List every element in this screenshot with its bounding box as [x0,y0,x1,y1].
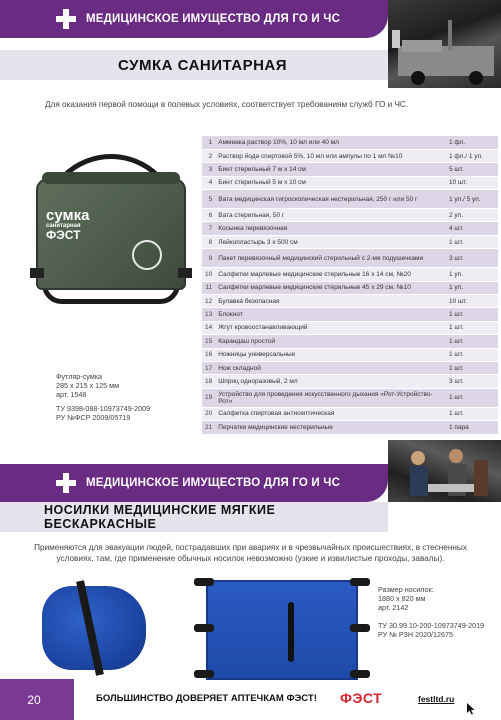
table-row [202,321,498,334]
handle-icon [194,670,214,678]
cursor-icon [466,703,476,715]
item-name: Бинт стерильный 5 м х 10 см [215,176,446,189]
rescue-vehicle-photo [388,0,501,88]
table-row [202,268,498,281]
item-quantity: 1 уп./ 5 уп. [446,190,498,209]
item-name: Салфетки марлевые медицинские стерильные 16 х 14 см, №20 [215,268,446,281]
item-name: Шприц одноразовый, 2 мл [215,375,446,388]
brand-logo: ФЭСТ [340,690,383,706]
item-quantity: 10 шт. [446,176,498,189]
item-name: Ножницы универсальные [215,348,446,361]
table-row [202,176,498,189]
item-quantity: 1 фл./ 1 уп. [446,149,498,162]
item-quantity: 4 шт. [446,222,498,235]
item-number: 20 [202,407,215,420]
item-number: 9 [202,249,215,268]
table-row [202,163,498,176]
table-row [202,136,498,149]
table-row [202,235,498,248]
stretcher-info [378,585,484,639]
section-banner-top [0,0,388,38]
title-bar [0,502,388,532]
plus-icon [56,473,76,493]
info-line: 285 x 215 x 125 мм [56,381,120,390]
description [0,542,501,564]
bag-print [46,208,124,248]
rescuers-photo [388,440,501,502]
table-row [202,407,498,420]
handle-icon [194,624,214,632]
handle-icon [350,670,370,678]
table-row [202,222,498,235]
item-name: Жгут кровоостанавливающий [215,321,446,334]
item-number: 14 [202,321,215,334]
contents-table [202,136,498,435]
item-number: 1 [202,136,215,149]
item-number: 13 [202,308,215,321]
table-row [202,348,498,361]
footer [0,679,501,720]
item-number: 11 [202,281,215,294]
table-row [202,308,498,321]
item-name: Вата медицинская гигроскопическая нестерильная, 250 г или 50 г [215,190,446,209]
item-number: 4 [202,176,215,189]
description: Для оказания первой помощи в полевых условиях, соответствует требованиям служб ГО и ЧС. [45,100,409,109]
table-row [202,149,498,162]
title-bar [0,50,388,80]
info-line: Размер носилок: [378,585,434,594]
item-number: 15 [202,335,215,348]
item-number: 2 [202,149,215,162]
item-number: 19 [202,388,215,407]
item-name: Блокнот [215,308,446,321]
item-number: 10 [202,268,215,281]
slogan: БОЛЬШИНСТВО ДОВЕРЯЕТ АПТЕЧКАМ ФЭСТ! [96,693,317,704]
sanitary-bag-image [28,150,196,308]
table-row [202,375,498,388]
item-quantity: 3 шт. [446,375,498,388]
table-row [202,388,498,407]
item-quantity: 2 уп. [446,209,498,222]
table-row [202,295,498,308]
item-name: Салфетка спиртовая антисептическая [215,407,446,420]
item-quantity: 1 уп. [446,268,498,281]
table-row [202,209,498,222]
handle-icon [194,578,214,586]
handle-icon [350,624,370,632]
item-quantity: 1 шт. [446,388,498,407]
stretcher-open-image [194,572,370,688]
info-line: РУ № РЗН 2020/12675 [378,630,454,639]
item-quantity: 3 шт. [446,249,498,268]
stretcher-belt [288,602,294,662]
item-quantity: 1 шт. [446,361,498,374]
buckle-icon [30,268,44,278]
rescue-logo-icon [132,240,162,270]
info-line: ТУ 9398-088-10973749-2009 [56,404,151,413]
table-row [202,249,498,268]
buckle-icon [178,268,192,278]
item-number: 21 [202,421,215,434]
section-banner-bottom [0,464,388,502]
item-quantity: 10 шт. [446,295,498,308]
item-name: Вата стерильная, 50 г [215,209,446,222]
bag-print-line1: сумка [46,207,90,224]
stretcher-open-body [206,580,358,680]
item-number: 17 [202,361,215,374]
item-quantity: 1 шт. [446,335,498,348]
info-line: 1880 х 820 мм [378,594,426,603]
item-number: 16 [202,348,215,361]
table-row [202,421,498,434]
item-number: 18 [202,375,215,388]
item-name: Аммиака раствор 10%, 10 мл или 40 мл [215,136,446,149]
banner-text: МЕДИЦИНСКОЕ ИМУЩЕСТВО ДЛЯ ГО И ЧС [86,477,341,489]
item-name: Косынка перевязочная [215,222,446,235]
item-number: 12 [202,295,215,308]
item-quantity: 1 шт. [446,407,498,420]
item-quantity: 1 шт. [446,235,498,248]
table-row [202,361,498,374]
info-line: Футляр-сумка [56,372,103,381]
bag-print-line2: санитарная [46,223,81,229]
plus-icon [56,9,76,29]
item-name: Нож складной [215,361,446,374]
item-name: Бинт стерильный 7 м х 14 см [215,163,446,176]
item-name: Устройство для проведения искусственного дыхания «Рот-Устройство-Рот» [215,388,446,407]
description-line: условиях, там, где применение обычных носилок невозможно (узкие и извилистые проходы, завалы). [56,554,445,563]
item-quantity: 5 шт. [446,163,498,176]
info-line: арт. 1548 [56,390,87,399]
item-name: Раствор йода спиртовой 5%, 10 мл или ампулы по 1 мл №10 [215,149,446,162]
table-row [202,190,498,209]
item-quantity: 1 фл. [446,136,498,149]
website-link[interactable]: festltd.ru [418,694,455,704]
item-quantity: 1 шт. [446,308,498,321]
item-name: Салфетки марлевые медицинские стерильные 45 х 29 см, №10 [215,281,446,294]
bag-info [56,372,150,422]
info-line: РУ №ФСР 2009/05719 [56,413,131,422]
item-quantity: 1 пара [446,421,498,434]
item-name: Булавка безопасная [215,295,446,308]
item-name: Пакет перевязочный медицинский стерильный с 2-мя подушечками [215,249,446,268]
item-name: Лейкопластырь 3 х 500 см [215,235,446,248]
item-number: 3 [202,163,215,176]
page-number: 20 [0,679,74,720]
banner-text: МЕДИЦИНСКОЕ ИМУЩЕСТВО ДЛЯ ГО И ЧС [86,13,341,25]
description-line: Применяются для эвакуации людей, пострадавших при авариях и в чрезвычайных происшествиях, в стесненных [34,543,467,552]
item-number: 8 [202,235,215,248]
table-row [202,335,498,348]
item-quantity: 1 шт. [446,321,498,334]
info-line: ТУ 30.99.10-200-10973749-2019 [378,621,485,630]
info-line: арт. 2142 [378,603,409,612]
table-row [202,281,498,294]
bag-print-line3: ФЭСТ [46,228,81,242]
item-number: 7 [202,222,215,235]
item-quantity: 1 шт. [446,348,498,361]
stretcher-rolled-image [38,580,150,676]
section-title: НОСИЛКИ МЕДИЦИНСКИЕ МЯГКИЕ БЕСКАРКАСНЫЕ [44,503,276,531]
page-title: СУМКА САНИТАРНАЯ [118,56,288,74]
item-name: Карандаш простой [215,335,446,348]
handle-icon [350,578,370,586]
item-name: Перчатки медицинские нестерильные [215,421,446,434]
item-quantity: 1 уп. [446,281,498,294]
item-number: 5 [202,190,215,209]
item-number: 6 [202,209,215,222]
bag-zipper [42,172,180,184]
